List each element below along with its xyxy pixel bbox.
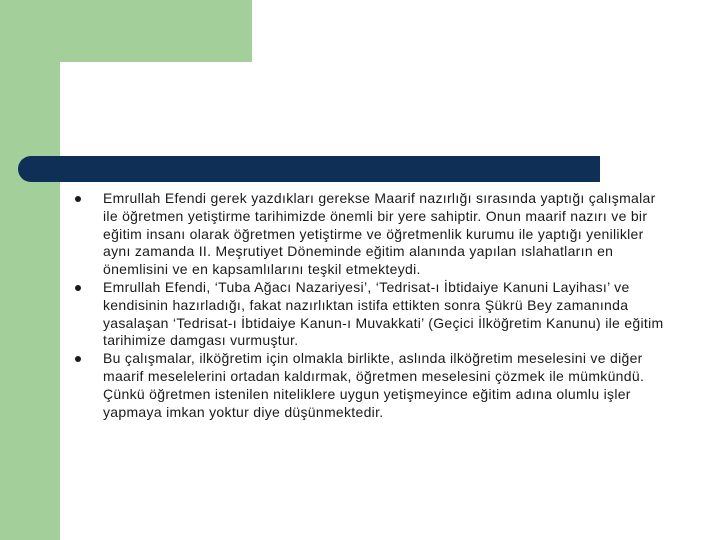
bullet-dot-icon <box>75 356 81 362</box>
bullet-text: Bu çalışmalar, ilköğretim için olmakla birlikte, aslında ilköğretim meselesini ve diğer maarif meselelerini ortadan kaldırmak, öğretmen meselesini çözmek ile mümkündü. Çünkü öğretmen istenilen niteliklere uygun yetişmeyince eğitim adına olumlu işler yapmaya imkan yoktur diye düşünmektedir. <box>103 350 645 420</box>
bullet-text: Emrullah Efendi gerek yazdıkları gerekse Maarif nazırlığı sırasında yaptığı çalışmalar ile öğretmen yetiştirme tarihimizde önemli bir yere sahiptir. Onun maarif nazırı ve bir eğitim insanı olarak öğretmen yetiştirme ve öğretmenlik kurumu ile yaptığı yenilikler aynı zamanda II. Meşrutiyet Döneminde eğitim alanında yapılan ıslahatların en önemlisini ve en kapsamlılarını teşkil etmekteydi. <box>103 190 656 278</box>
bullet-text: Emrullah Efendi, ‘Tuba Ağacı Nazariyesi’, ‘Tedrisat-ı İbtidaiye Kanuni Layihası’ ve kendisinin hazırladığı, fakat nazırlıktan istifa ettikten sonra Şükrü Bey zamanında yasalaşan ‘Tedrisat-ı İbtidaiye Kanun-ı Muvakkati’ (Geçici İlköğretim Kanunu) ile eğitim tarihimize damgası vurmuştur. <box>103 278 664 349</box>
title-bar <box>18 156 600 182</box>
bullet-item <box>70 350 670 421</box>
green-left-band <box>0 0 60 540</box>
bullet-dot-icon <box>75 285 81 291</box>
green-top-band <box>0 0 252 62</box>
bullet-dot-icon <box>75 196 81 202</box>
bullet-item <box>70 279 670 350</box>
bullet-list <box>70 190 670 421</box>
bullet-item <box>70 190 670 279</box>
